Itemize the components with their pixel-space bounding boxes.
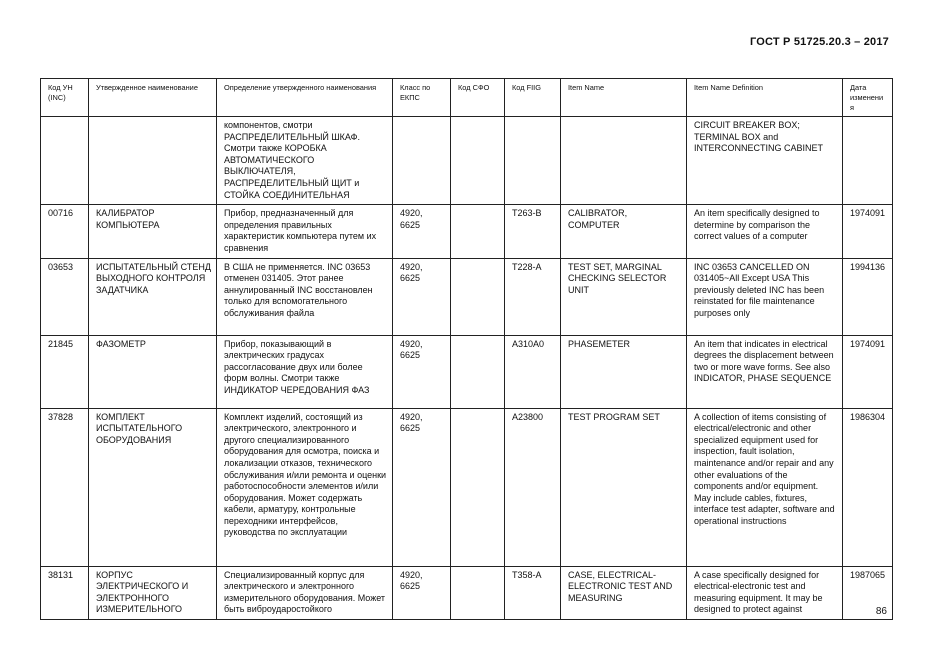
page-number: 86 (875, 606, 887, 617)
cell-class (393, 117, 451, 205)
cell-fiig: A23800 (505, 408, 561, 566)
cell-item-definition: INC 03653 CANCELLED ON 031405~All Except USA This previously deleted INC has been reinstated for file maintenance purposes only (687, 258, 843, 335)
cell-class: 4920, 6625 (393, 335, 451, 408)
column-header-inc: Код УН (INC) (41, 79, 89, 117)
cell-date (843, 117, 893, 205)
column-header-sfo: Код СФО (451, 79, 505, 117)
cell-item-name: TEST SET, MARGINAL CHECKING SELECTOR UNIT (561, 258, 687, 335)
cell-definition: Специализированный корпус для электрического и электронного измерительного оборудования. Может быть виброударостойкого (217, 566, 393, 619)
cell-definition: Прибор, предназначенный для определения правильных характеристик компьютера путем их сравнения (217, 205, 393, 258)
cell-definition: В США не применяется. INC 03653 отменен 031405. Этот ранее аннулированный INC восстановлен только для вспомогательного обслуживания файла (217, 258, 393, 335)
cell-approved-name (89, 117, 217, 205)
cell-sfo (451, 205, 505, 258)
cell-definition: Прибор, показывающий в электрических градусах рассогласование двух или более форм волны. Смотри также ИНДИКАТОР ЧЕРЕДОВАНИЯ ФАЗ (217, 335, 393, 408)
cell-class: 4920, 6625 (393, 566, 451, 619)
cell-item-name: PHASEMETER (561, 335, 687, 408)
cell-item-name: CALIBRATOR, COMPUTER (561, 205, 687, 258)
cell-inc: 37828 (41, 408, 89, 566)
table-row (41, 335, 893, 408)
cell-date: 1987065 (843, 566, 893, 619)
column-header-definition: Определение утвержденного наименования (217, 79, 393, 117)
cell-item-definition: A case specifically designed for electrical-electronic test and measuring equipment. It may be designed to protect against (687, 566, 843, 619)
cell-approved-name: ИСПЫТАТЕЛЬНЫЙ СТЕНД ВЫХОДНОГО КОНТРОЛЯ ЗАДАТЧИКА (89, 258, 217, 335)
column-header-item-name: Item Name (561, 79, 687, 117)
cell-inc (41, 117, 89, 205)
cell-approved-name: ФАЗОМЕТР (89, 335, 217, 408)
cell-sfo (451, 408, 505, 566)
cell-approved-name: КАЛИБРАТОР КОМПЬЮТЕРА (89, 205, 217, 258)
cell-inc: 00716 (41, 205, 89, 258)
cell-item-name: CASE, ELECTRICAL-ELECTRONIC TEST AND MEASURING (561, 566, 687, 619)
cell-sfo (451, 258, 505, 335)
table-row (41, 205, 893, 258)
column-header-date: Дата изменения (843, 79, 893, 117)
column-header-fiig: Код FIIG (505, 79, 561, 117)
cell-sfo (451, 566, 505, 619)
cell-fiig: T358-A (505, 566, 561, 619)
cell-approved-name: КОМПЛЕКТ ИСПЫТАТЕЛЬНОГО ОБОРУДОВАНИЯ (89, 408, 217, 566)
table-row (41, 117, 893, 205)
cell-definition: компонентов, смотри РАСПРЕДЕЛИТЕЛЬНЫЙ ШКАФ. Смотри также КОРОБКА АВТОМАТИЧЕСКОГО ВЫКЛЮЧАТЕЛЯ, РАСПРЕДЕЛИТЕЛЬНЫЙ ЩИТ и СТОЙКА СОЕДИНИТЕЛЬНАЯ (217, 117, 393, 205)
column-header-class: Класс по ЕКПС (393, 79, 451, 117)
column-header-item-definition: Item Name Definition (687, 79, 843, 117)
cell-fiig: A310A0 (505, 335, 561, 408)
cell-class: 4920, 6625 (393, 205, 451, 258)
cell-date: 1974091 (843, 335, 893, 408)
cell-inc: 03653 (41, 258, 89, 335)
cell-inc: 21845 (41, 335, 89, 408)
cell-item-definition: CIRCUIT BREAKER BOX; TERMINAL BOX and INTERCONNECTING CABINET (687, 117, 843, 205)
cell-item-definition: An item that indicates in electrical degrees the displacement between two or more wave forms. See also INDICATOR, PHASE SEQUENCE (687, 335, 843, 408)
cell-date: 1974091 (843, 205, 893, 258)
cell-sfo (451, 335, 505, 408)
table-row (41, 258, 893, 335)
cell-date: 1994136 (843, 258, 893, 335)
cell-approved-name: КОРПУС ЭЛЕКТРИЧЕСКОГО И ЭЛЕКТРОННОГО ИЗМЕРИТЕЛЬНОГО (89, 566, 217, 619)
column-header-approved-name: Утвержденное наименование (89, 79, 217, 117)
cell-fiig: T228-A (505, 258, 561, 335)
cell-inc: 38131 (41, 566, 89, 619)
cell-item-name (561, 117, 687, 205)
cell-fiig (505, 117, 561, 205)
cell-item-definition: An item specifically designed to determine by comparison the correct values of a computer (687, 205, 843, 258)
table-row (41, 566, 893, 619)
catalog-table (40, 78, 893, 620)
cell-item-name: TEST PROGRAM SET (561, 408, 687, 566)
cell-item-definition: A collection of items consisting of electrical/electronic and other specialized equipment used for inspection, fault isolation, maintenance and/or repair and any other evaluations of the components and/or equipment. May include cables, fixtures, interface test adapter, software and operational instructions (687, 408, 843, 566)
table-header-row (41, 79, 893, 117)
cell-date: 1986304 (843, 408, 893, 566)
cell-class: 4920, 6625 (393, 408, 451, 566)
document-header: ГОСТ Р 51725.20.3 – 2017 (749, 36, 889, 48)
cell-sfo (451, 117, 505, 205)
cell-definition: Комплект изделий, состоящий из электрического, электронного и другого специализированного оборудования для осмотра, поиска и локализации отказов, технического обслуживания и/или ремонта и оценки работоспособности элементов и/или оборудования. Может содержать кабели, арматуру, контрольные переходники интерфейсов, руководства по эксплуатации (217, 408, 393, 566)
cell-fiig: T263-B (505, 205, 561, 258)
table-row (41, 408, 893, 566)
cell-class: 4920, 6625 (393, 258, 451, 335)
